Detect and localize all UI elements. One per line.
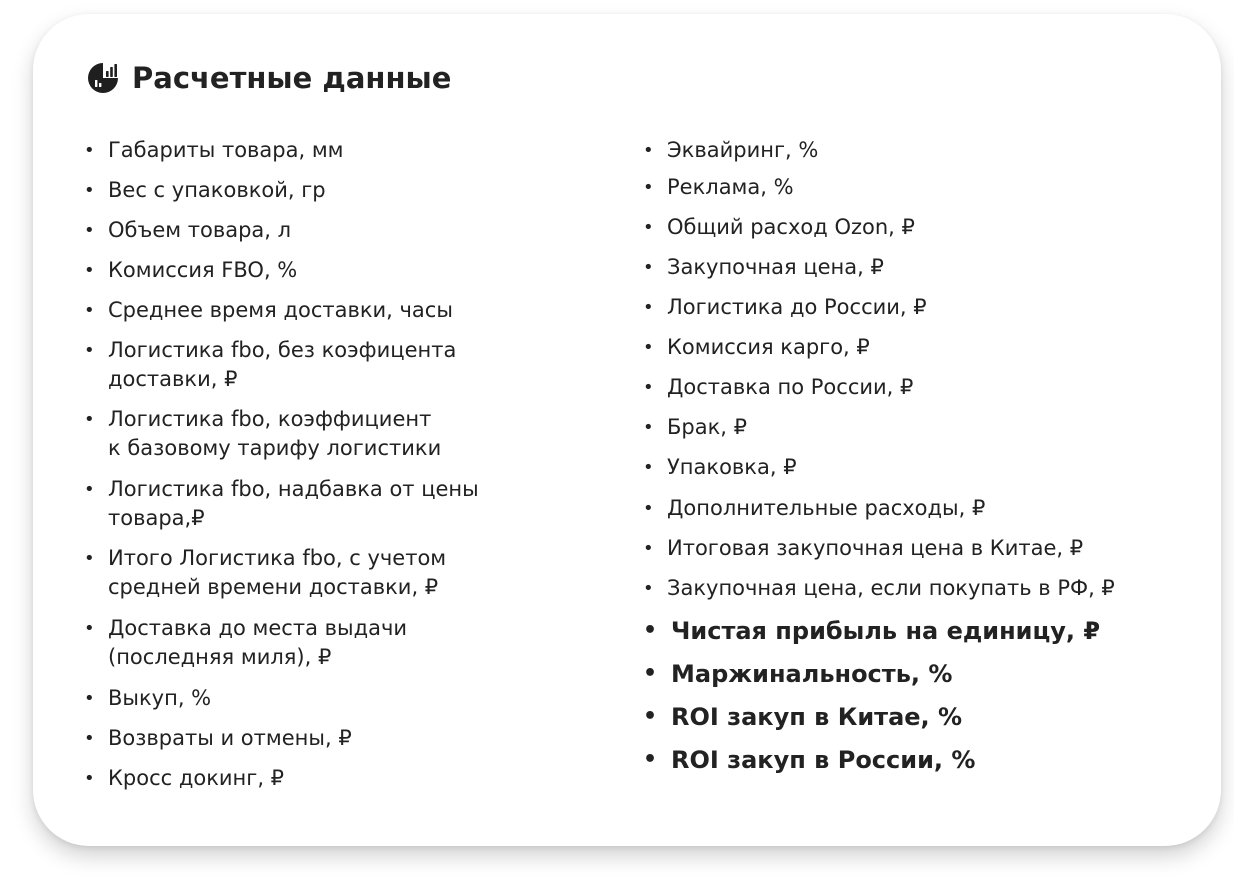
- list-item-text: Возвраты и отмены, ₽: [108, 726, 352, 750]
- list-item-text: Вес с упаковкой, гр: [108, 178, 326, 202]
- bullet-marker: •: [643, 661, 658, 686]
- bullet-marker: •: [84, 180, 95, 201]
- bullet-marker: •: [643, 618, 658, 643]
- bullet-marker: •: [643, 498, 654, 519]
- list-item-text: Реклама, %: [667, 175, 794, 199]
- list-item-text: Габариты товара, мм: [108, 138, 344, 162]
- list-item-text: ROI закуп в Китае, %: [671, 703, 963, 731]
- list-item-text: Итоговая закупочная цена в Китае, ₽: [667, 536, 1084, 560]
- bullet-marker: •: [84, 340, 95, 361]
- bullet-marker: •: [643, 704, 658, 729]
- bullet-marker: •: [84, 220, 95, 241]
- bullet-marker: •: [84, 768, 95, 789]
- bullet-marker: •: [84, 688, 95, 709]
- bullet-marker: •: [643, 140, 654, 161]
- bullet-marker: •: [643, 337, 654, 358]
- bullet-marker: •: [643, 297, 654, 318]
- bullet-marker: •: [84, 728, 95, 749]
- list-item-text: Закупочная цена, если покупать в РФ, ₽: [667, 576, 1115, 600]
- list-item-text: Выкуп, %: [108, 686, 212, 710]
- bullet-marker: •: [643, 538, 654, 559]
- list-item-text: Среднее время доставки, часы: [108, 298, 453, 322]
- list-item-text: (последняя миля), ₽: [108, 645, 332, 669]
- list-item-text: Логистика до России, ₽: [667, 295, 927, 319]
- list-item-text: Эквайринг, %: [667, 138, 819, 162]
- list-item-text: доставки, ₽: [108, 367, 238, 391]
- bullet-marker: •: [84, 409, 95, 430]
- bullet-marker: •: [643, 578, 654, 599]
- bullet-marker: •: [643, 417, 654, 438]
- bullet-marker: •: [84, 548, 95, 569]
- list-item-text: Чистая прибыль на единицу, ₽: [671, 617, 1101, 645]
- list-item-text: товара,₽: [108, 506, 205, 530]
- list-item-text: Логистика fbo, надбавка от цены: [108, 477, 479, 501]
- list-item-text: средней времени доставки, ₽: [108, 575, 439, 599]
- list-item-text: Маржинальность, %: [671, 660, 953, 688]
- card-header: [86, 58, 451, 98]
- bullet-marker: •: [84, 479, 95, 500]
- list-item-text: Кросс докинг, ₽: [108, 766, 285, 790]
- bullet-marker: •: [643, 377, 654, 398]
- bullet-marker: •: [643, 747, 658, 772]
- bullet-marker: •: [84, 300, 95, 321]
- list-item-text: Доставка по России, ₽: [667, 375, 914, 399]
- chart-pie-icon: [86, 61, 120, 95]
- page-title: Расчетные данные: [132, 61, 452, 95]
- list-item-text: Брак, ₽: [667, 415, 748, 439]
- list-item-text: Объем товара, л: [108, 218, 292, 242]
- list-item-text: Комиссия карго, ₽: [667, 335, 870, 359]
- list-item-text: Комиссия FBO, %: [108, 258, 298, 282]
- list-item-text: Упаковка, ₽: [667, 455, 797, 479]
- list-item-text: ROI закуп в России, %: [671, 746, 976, 774]
- list-item-text: Общий расход Ozon, ₽: [667, 215, 915, 239]
- list-item-text: Дополнительные расходы, ₽: [667, 496, 986, 520]
- list-item-text: Логистика fbo, без коэфицента: [108, 338, 457, 362]
- bullet-marker: •: [84, 140, 95, 161]
- list-item-text: Итого Логистика fbo, с учетом: [108, 546, 447, 570]
- bullet-marker: •: [643, 217, 654, 238]
- bullet-marker: •: [84, 618, 95, 639]
- bullet-marker: •: [643, 457, 654, 478]
- list-item-text: Логистика fbo, коэффициент: [108, 407, 432, 431]
- bullet-marker: •: [643, 257, 654, 278]
- bullet-marker: •: [643, 177, 654, 198]
- list-item-text: Закупочная цена, ₽: [667, 255, 884, 279]
- list-item-text: к базовому тарифу логистики: [108, 436, 442, 460]
- list-item-text: Доставка до места выдачи: [108, 616, 408, 640]
- bullet-marker: •: [84, 260, 95, 281]
